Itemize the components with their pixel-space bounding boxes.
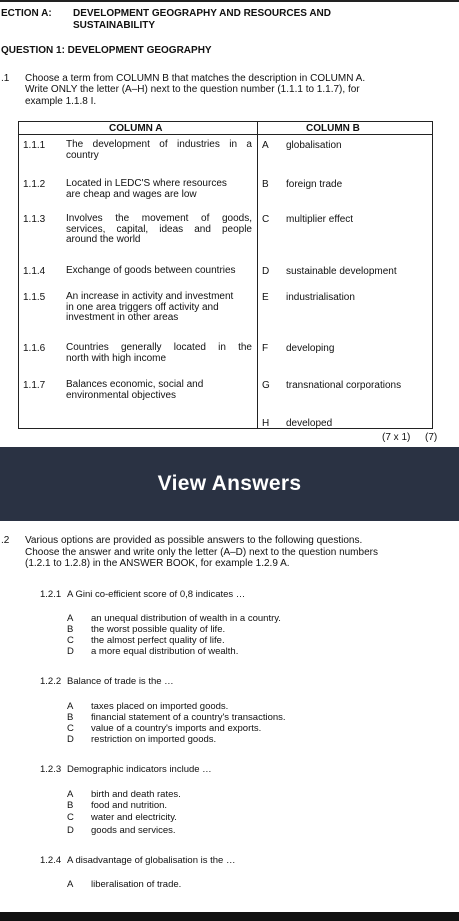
term-letter: E bbox=[262, 292, 269, 303]
term-text: foreign trade bbox=[286, 179, 343, 190]
question-text: A Gini co-efficient score of 0,8 indicates … bbox=[67, 589, 246, 600]
option-letter: D bbox=[67, 646, 74, 657]
question-text: A disadvantage of globalisation is the … bbox=[67, 855, 236, 866]
option-text: taxes placed on imported goods. bbox=[91, 701, 229, 712]
term-letter: F bbox=[262, 343, 269, 354]
option-text: water and electricity. bbox=[91, 812, 177, 823]
top-border bbox=[0, 0, 459, 2]
marks-calculation: (7 x 1) bbox=[382, 432, 411, 443]
instruction-1-2-line-1: Various options are provided as possible answers to the following questions. bbox=[25, 535, 363, 546]
bottom-border bbox=[0, 912, 459, 921]
option-letter: A bbox=[67, 613, 74, 624]
option-letter: C bbox=[67, 723, 74, 734]
table-column-divider bbox=[257, 121, 258, 429]
option-text: an unequal distribution of wealth in a country. bbox=[91, 613, 281, 624]
option-letter: C bbox=[67, 635, 74, 646]
item-number: 1.1.5 bbox=[23, 292, 46, 303]
option-text: liberalisation of trade. bbox=[91, 879, 182, 890]
view-answers-banner[interactable] bbox=[0, 447, 459, 521]
instruction-1-2-line-3: (1.2.1 to 1.2.8) in the ANSWER BOOK, for example 1.2.9 A. bbox=[25, 558, 290, 569]
option-text: a more equal distribution of wealth. bbox=[91, 646, 239, 657]
instruction-1-2-line-2: Choose the answer and write only the letter (A–D) next to the question numbers bbox=[25, 547, 378, 558]
option-text: restriction on imported goods. bbox=[91, 734, 217, 745]
table-header-divider bbox=[18, 134, 433, 135]
view-answers-label[interactable]: View Answers bbox=[157, 472, 302, 495]
term-text: globalisation bbox=[286, 140, 342, 151]
item-number: 1.1.3 bbox=[23, 214, 46, 225]
section-title-line-2: SUSTAINABILITY bbox=[73, 20, 156, 31]
option-text: birth and death rates. bbox=[91, 789, 181, 800]
option-letter: D bbox=[67, 734, 74, 745]
option-letter: D bbox=[67, 825, 74, 836]
option-text: value of a country's imports and exports. bbox=[91, 723, 262, 734]
question-1-2-number: .2 bbox=[1, 535, 10, 546]
instruction-line-2: Write ONLY the letter (A–H) next to the question number (1.1.1 to 1.1.7), for bbox=[25, 84, 360, 95]
item-description: Located in LEDC'S where resources are cheap and wages are low bbox=[66, 178, 227, 200]
question-1-1-number: .1 bbox=[1, 73, 10, 84]
term-text: developing bbox=[286, 343, 335, 354]
item-number: 1.1.4 bbox=[23, 266, 46, 277]
question-number: 1.2.4 bbox=[40, 855, 62, 866]
instruction-line-3: example 1.1.8 I. bbox=[25, 96, 97, 107]
term-letter: D bbox=[262, 266, 270, 277]
item-description: Balances economic, social and environmental objectives bbox=[66, 379, 204, 401]
term-letter: G bbox=[262, 380, 270, 391]
option-letter: C bbox=[67, 812, 74, 823]
option-letter: A bbox=[67, 701, 74, 712]
section-title-line-1: DEVELOPMENT GEOGRAPHY AND RESOURCES AND bbox=[73, 8, 331, 19]
question-text: Balance of trade is the … bbox=[67, 676, 174, 687]
term-text: industrialisation bbox=[286, 292, 355, 303]
item-number: 1.1.1 bbox=[23, 140, 46, 151]
item-number: 1.1.7 bbox=[23, 380, 46, 391]
marks-total: (7) bbox=[425, 432, 438, 443]
option-letter: A bbox=[67, 879, 74, 890]
question-number: 1.2.2 bbox=[40, 676, 62, 687]
option-text: the almost perfect quality of life. bbox=[91, 635, 225, 646]
question-number: 1.2.3 bbox=[40, 764, 62, 775]
term-letter: B bbox=[262, 179, 269, 190]
option-text: food and nutrition. bbox=[91, 800, 168, 811]
term-letter: H bbox=[262, 418, 270, 429]
option-letter: B bbox=[67, 800, 74, 811]
item-number: 1.1.2 bbox=[23, 179, 46, 190]
item-description: An increase in activity and investment in one area triggers off activity and investment in other areas bbox=[66, 291, 234, 323]
question-text: Demographic indicators include … bbox=[67, 764, 212, 775]
question-title: QUESTION 1: DEVELOPMENT GEOGRAPHY bbox=[1, 45, 212, 56]
option-letter: B bbox=[67, 712, 74, 723]
question-number: 1.2.1 bbox=[40, 589, 62, 600]
term-text: multiplier effect bbox=[286, 214, 354, 225]
option-letter: A bbox=[67, 789, 74, 800]
item-description: Involves the movement of goods, services, capital, ideas and people around the world bbox=[66, 213, 252, 245]
column-a-header: COLUMN A bbox=[109, 123, 163, 134]
section-label: ECTION A: bbox=[1, 8, 52, 19]
column-b-header: COLUMN B bbox=[306, 123, 360, 134]
option-letter: B bbox=[67, 624, 74, 635]
term-text: transnational corporations bbox=[286, 380, 402, 391]
option-text: goods and services. bbox=[91, 825, 176, 836]
term-text: developed bbox=[286, 418, 333, 429]
term-text: sustainable development bbox=[286, 266, 397, 277]
option-text: the worst possible quality of life. bbox=[91, 624, 226, 635]
item-description: The development of industries in a country bbox=[66, 139, 252, 161]
term-letter: A bbox=[262, 140, 269, 151]
item-description: Exchange of goods between countries bbox=[66, 265, 236, 276]
option-text: financial statement of a country's transactions. bbox=[91, 712, 286, 723]
instruction-line-1: Choose a term from COLUMN B that matches the description in COLUMN A. bbox=[25, 73, 366, 84]
item-description: Countries generally located in the north with high income bbox=[66, 342, 252, 364]
item-number: 1.1.6 bbox=[23, 343, 46, 354]
term-letter: C bbox=[262, 214, 270, 225]
